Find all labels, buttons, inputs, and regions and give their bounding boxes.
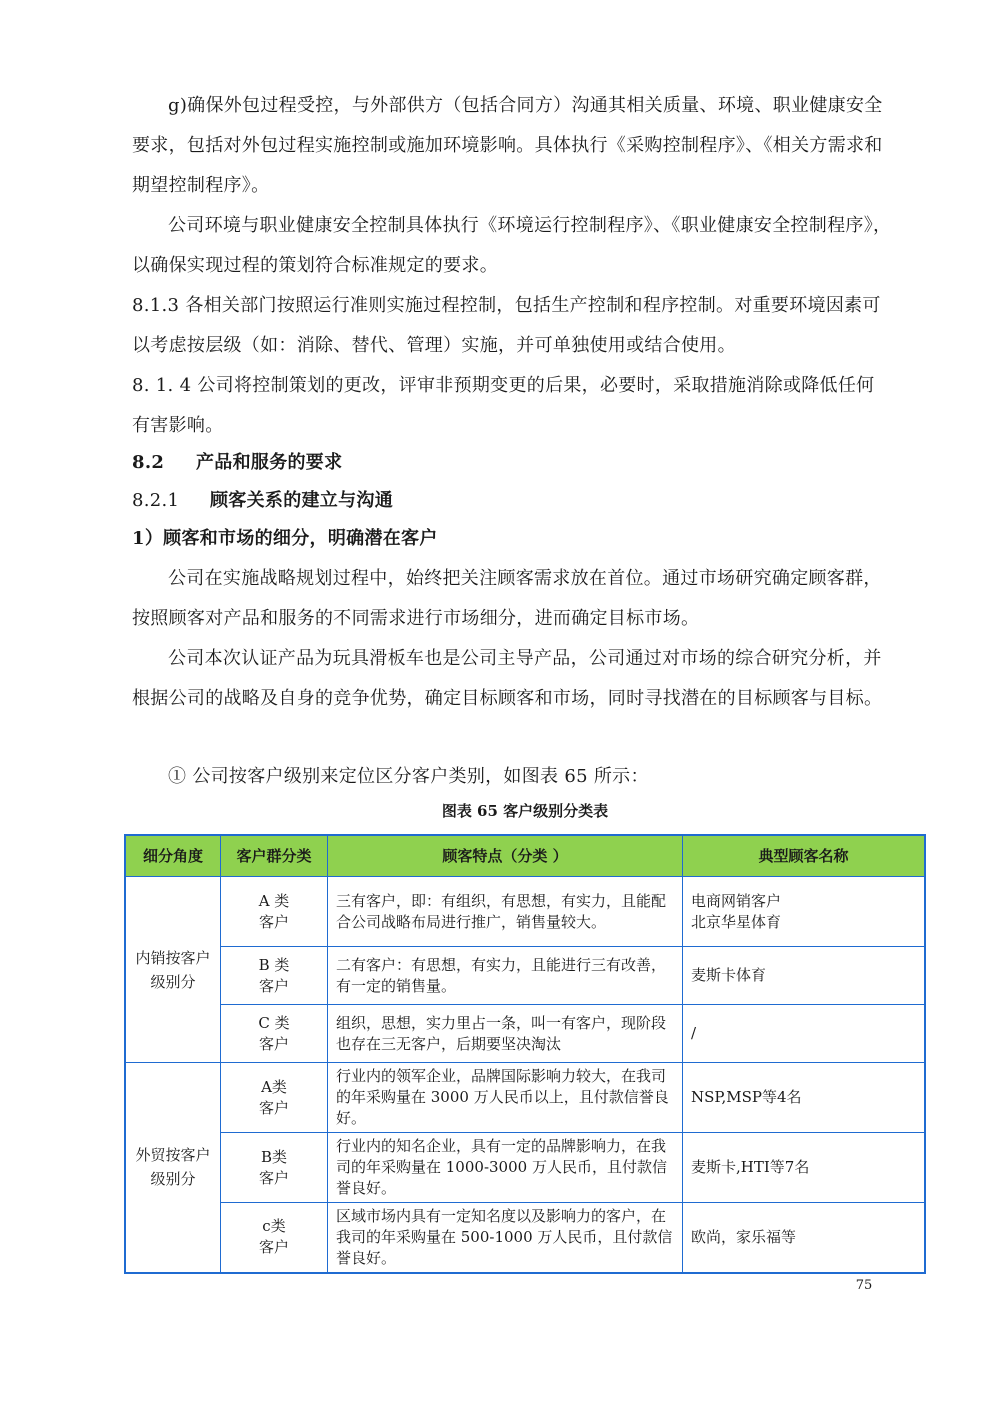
heading-8-2-1 [132,481,892,521]
paragraph-strategy: 公司在实施战略规划过程中，始终把关注顾客需求放在首位。通过市场研究确定顾客群，按照顾客对产品和服务的不同需求进行市场细分，进而确定目标市场。 [132,568,882,629]
heading-customer-segmentation: 1）顾客和市场的细分，明确潜在客户 [132,528,438,549]
paragraph-8-1-4: 8. 1. 4 公司将控制策划的更改，评审非预期变更的后果，必要时，采取措施消除或降低任何有害影响。 [132,375,875,436]
typical-customers: 欧尚，家乐福等 [683,1203,926,1273]
table-row [125,877,925,947]
typical-customers: 麦斯卡体育 [683,947,926,1005]
customer-features: 组织，思想，实力里占一条，叫一有客户，现阶段也存在三无客户，后期要坚决淘汰 [328,1005,683,1063]
page-number: 75 [855,1278,873,1293]
paragraph-outsourcing: g)确保外包过程受控，与外部供方（包括合同方）沟通其相关质量、环境、职业健康安全要求，包括对外包过程实施控制或施加环境影响。具体执行《采购控制程序》、《相关方需求和期望控制程序》。 [132,95,883,196]
heading-text: 顾客关系的建立与沟通 [210,490,393,511]
typical-customers: NSP,MSP等4名 [683,1063,926,1133]
table-header-row [125,835,925,877]
paragraph-product: 公司本次认证产品为玩具滑板车也是公司主导产品，公司通过对市场的综合研究分析，并根据公司的战略及自身的竞争优势，确定目标顾客和市场，同时寻找潜在的目标顾客与目标。 [132,648,883,709]
paragraph-8-1-3: 8.1.3 各相关部门按照运行准则实施过程控制，包括生产控制和程序控制。对重要环境因素可以考虑按层级（如：消除、替代、管理）实施，并可单独使用或结合使用。 [132,295,881,356]
customer-category: B 类 客户 [221,947,328,1005]
header-typical-customers: 典型顾客名称 [683,835,926,877]
header-customer-group: 客户群分类 [221,835,328,877]
customer-features: 二有客户：有思想，有实力，且能进行三有改善，有一定的销售量。 [328,947,683,1005]
customer-features: 行业内的知名企业，具有一定的品牌影响力，在我司的年采购量在 1000-3000 万人民币，且付款信誉良好。 [328,1133,683,1203]
table-row [125,1133,925,1203]
customer-level-table [124,834,926,1274]
typical-customers: / [683,1005,926,1063]
table-row [125,1203,925,1273]
table-row [125,947,925,1005]
header-customer-features: 顾客特点（分类 ） [328,835,683,877]
segment-angle-domestic: 内销按客户级别分 [125,877,221,1063]
segment-angle-foreign-trade: 外贸按客户级别分 [125,1063,221,1273]
header-segment-angle: 细分角度 [125,835,221,877]
typical-customers: 电商网销客户 北京华星体育 [683,877,926,947]
heading-8-2 [132,443,892,483]
table-row [125,1005,925,1063]
paragraph-table-intro: ① 公司按客户级别来定位区分客户类别，如图表 65 所示： [168,766,649,787]
customer-category: c类 客户 [221,1203,328,1273]
heading-number: 8.2 [132,452,165,473]
table-row [125,1063,925,1133]
heading-text: 产品和服务的要求 [196,452,343,473]
customer-category: A 类 客户 [221,877,328,947]
customer-category: C 类 客户 [221,1005,328,1063]
table-caption: 图表 65 客户级别分类表 [441,802,609,820]
heading-number: 8.2.1 [132,490,180,511]
customer-features: 区域市场内具有一定知名度以及影响力的客户，在我司的年采购量在 500-1000 万人民币，且付款信誉良好。 [328,1203,683,1273]
customer-features: 行业内的领军企业，品牌国际影响力较大，在我司的年采购量在 3000 万人民币以上，且付款信誉良好。 [328,1063,683,1133]
customer-category: B类 客户 [221,1133,328,1203]
customer-features: 三有客户，即：有组织，有思想，有实力，且能配合公司战略布局进行推广，销售量较大。 [328,877,683,947]
customer-category: A类 客户 [221,1063,328,1133]
typical-customers: 麦斯卡,HTI等7名 [683,1133,926,1203]
paragraph-env-health-control: 公司环境与职业健康安全控制具体执行《环境运行控制程序》、《职业健康安全控制程序》，以确保实现过程的策划符合标准规定的要求。 [132,215,892,276]
